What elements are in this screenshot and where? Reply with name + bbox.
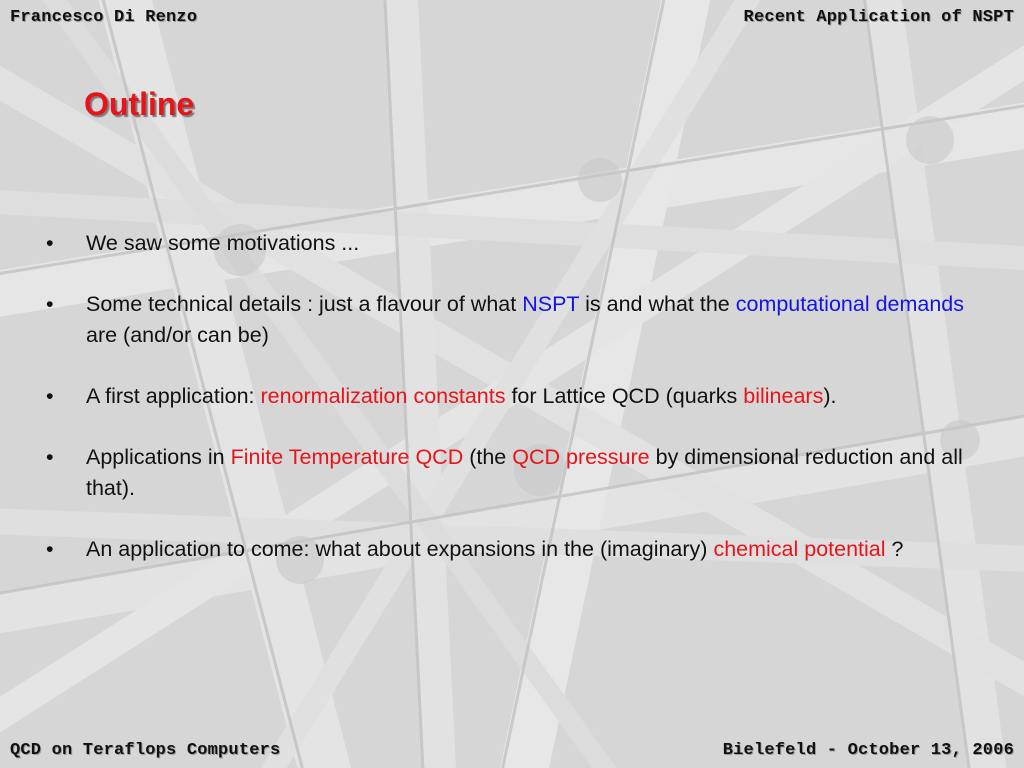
bullet-text: are (and/or can be) [86, 323, 269, 347]
bullet-text: ? [885, 537, 904, 561]
footer-right-date: Bielefeld - October 13, 2006 [722, 741, 1014, 760]
bullet-text: is and what the [579, 292, 736, 316]
highlight-bilinears: bilinears [743, 384, 824, 408]
slide-title: Outline [84, 86, 195, 122]
bullet-list [44, 228, 964, 595]
highlight-computational-demands: computational demands [735, 292, 965, 316]
bullet-marker: • [46, 445, 54, 469]
highlight-renormalization-constants: renormalization constants [260, 384, 506, 408]
bullet-text: An application to come: what about expansions in the (imaginary) [86, 537, 714, 561]
bullet-text: Applications in [86, 445, 231, 469]
bullet-marker: • [46, 231, 54, 255]
bullet-item [44, 228, 964, 259]
highlight-nspt: NSPT [522, 292, 580, 316]
bullet-text: We saw some motivations ... [86, 231, 360, 255]
header-right-title: Recent Application of NSPT [743, 8, 1014, 27]
bullet-marker: • [46, 384, 54, 408]
bullet-text: by dimensional reduction and all that). [86, 445, 963, 500]
bullet-text: Some technical details : just a flavour of what [86, 292, 523, 316]
bullet-text: for Lattice QCD (quarks [505, 384, 744, 408]
bullet-item [44, 381, 964, 412]
bullet-text: ). [823, 384, 837, 408]
bullet-text: (the [463, 445, 513, 469]
bullet-marker: • [46, 292, 54, 316]
highlight-qcd-pressure: QCD pressure [512, 445, 650, 469]
footer-left-event: QCD on Teraflops Computers [10, 741, 281, 760]
highlight-chemical-potential: chemical potential [713, 537, 886, 561]
header-left-author: Francesco Di Renzo [10, 8, 198, 27]
bullet-item [44, 442, 964, 504]
bullet-item [44, 534, 964, 565]
bullet-text: A first application: [86, 384, 261, 408]
highlight-finite-temperature-qcd: Finite Temperature QCD [230, 445, 464, 469]
bullet-marker: • [46, 537, 54, 561]
bullet-item [44, 289, 964, 351]
